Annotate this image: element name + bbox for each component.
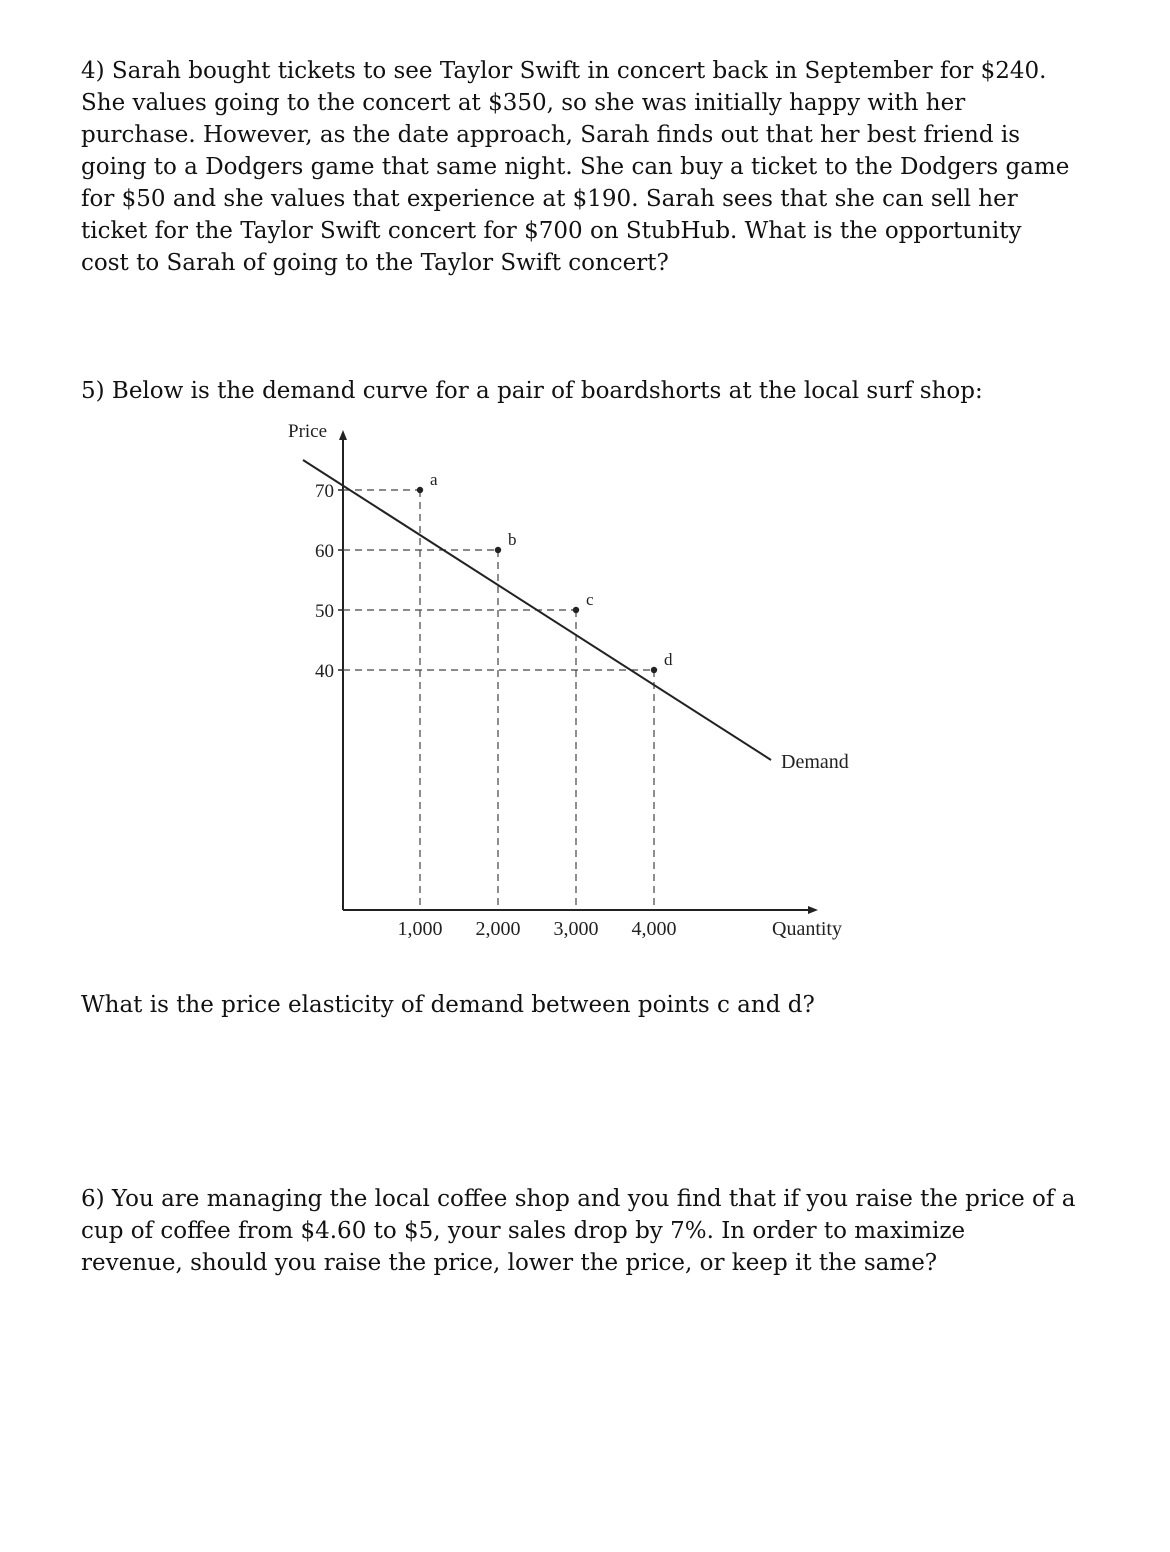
x-tick-label-2000: 2,000 [475,918,521,940]
x-tick-label-4000: 4,000 [631,918,677,940]
x-tick-label-3000: 3,000 [553,918,599,940]
y-tick-label-40: 40 [315,661,334,682]
question-5-prompt: What is the price elasticity of demand between points c and d? [81,992,815,1018]
point-a [417,487,423,493]
question-6: 6) You are managing the local coffee shop and you find that if you raise the price of a cup of coffee from $4.60 to $5, your sales drop by 7%. In order to maximize revenue, should you raise the price, lower the price, or keep it the same? [81,1186,1076,1276]
point-c [573,607,579,613]
chart-axes [338,430,818,914]
point-label-d: d [664,650,673,669]
point-label-a: a [430,470,438,489]
demand-curve-label: Demand [781,751,849,773]
y-axis-arrow [339,430,347,440]
demand-chart [270,410,890,950]
x-axis-title: Quantity [772,918,842,940]
point-label-c: c [586,590,594,609]
question-5-intro: 5) Below is the demand curve for a pair of boardshorts at the local surf shop: [81,378,983,404]
chart-labels [288,421,849,940]
y-tick-label-70: 70 [315,481,334,502]
x-axis-arrow [808,906,818,914]
point-b [495,547,501,553]
y-tick-label-60: 60 [315,541,334,562]
x-tick-label-1000: 1,000 [397,918,443,940]
question-4: 4) Sarah bought tickets to see Taylor Swift in concert back in September for $240. She values going to the concert at $350, so she was initially happy with her purchase. However, as the date approach, Sarah finds out that her best friend is going to a Dodgers game that same night. She can buy a ticket to the Dodgers game for $50 and she values that experience at $190. Sarah sees that she can sell her ticket for the Taylor Swift concert for $700 on StubHub. What is the opportunity cost to Sarah of going to the Taylor Swift concert? [81,58,1070,276]
point-d [651,667,657,673]
y-tick-label-50: 50 [315,601,334,622]
y-axis-title: Price [288,421,328,442]
point-label-b: b [508,530,517,549]
